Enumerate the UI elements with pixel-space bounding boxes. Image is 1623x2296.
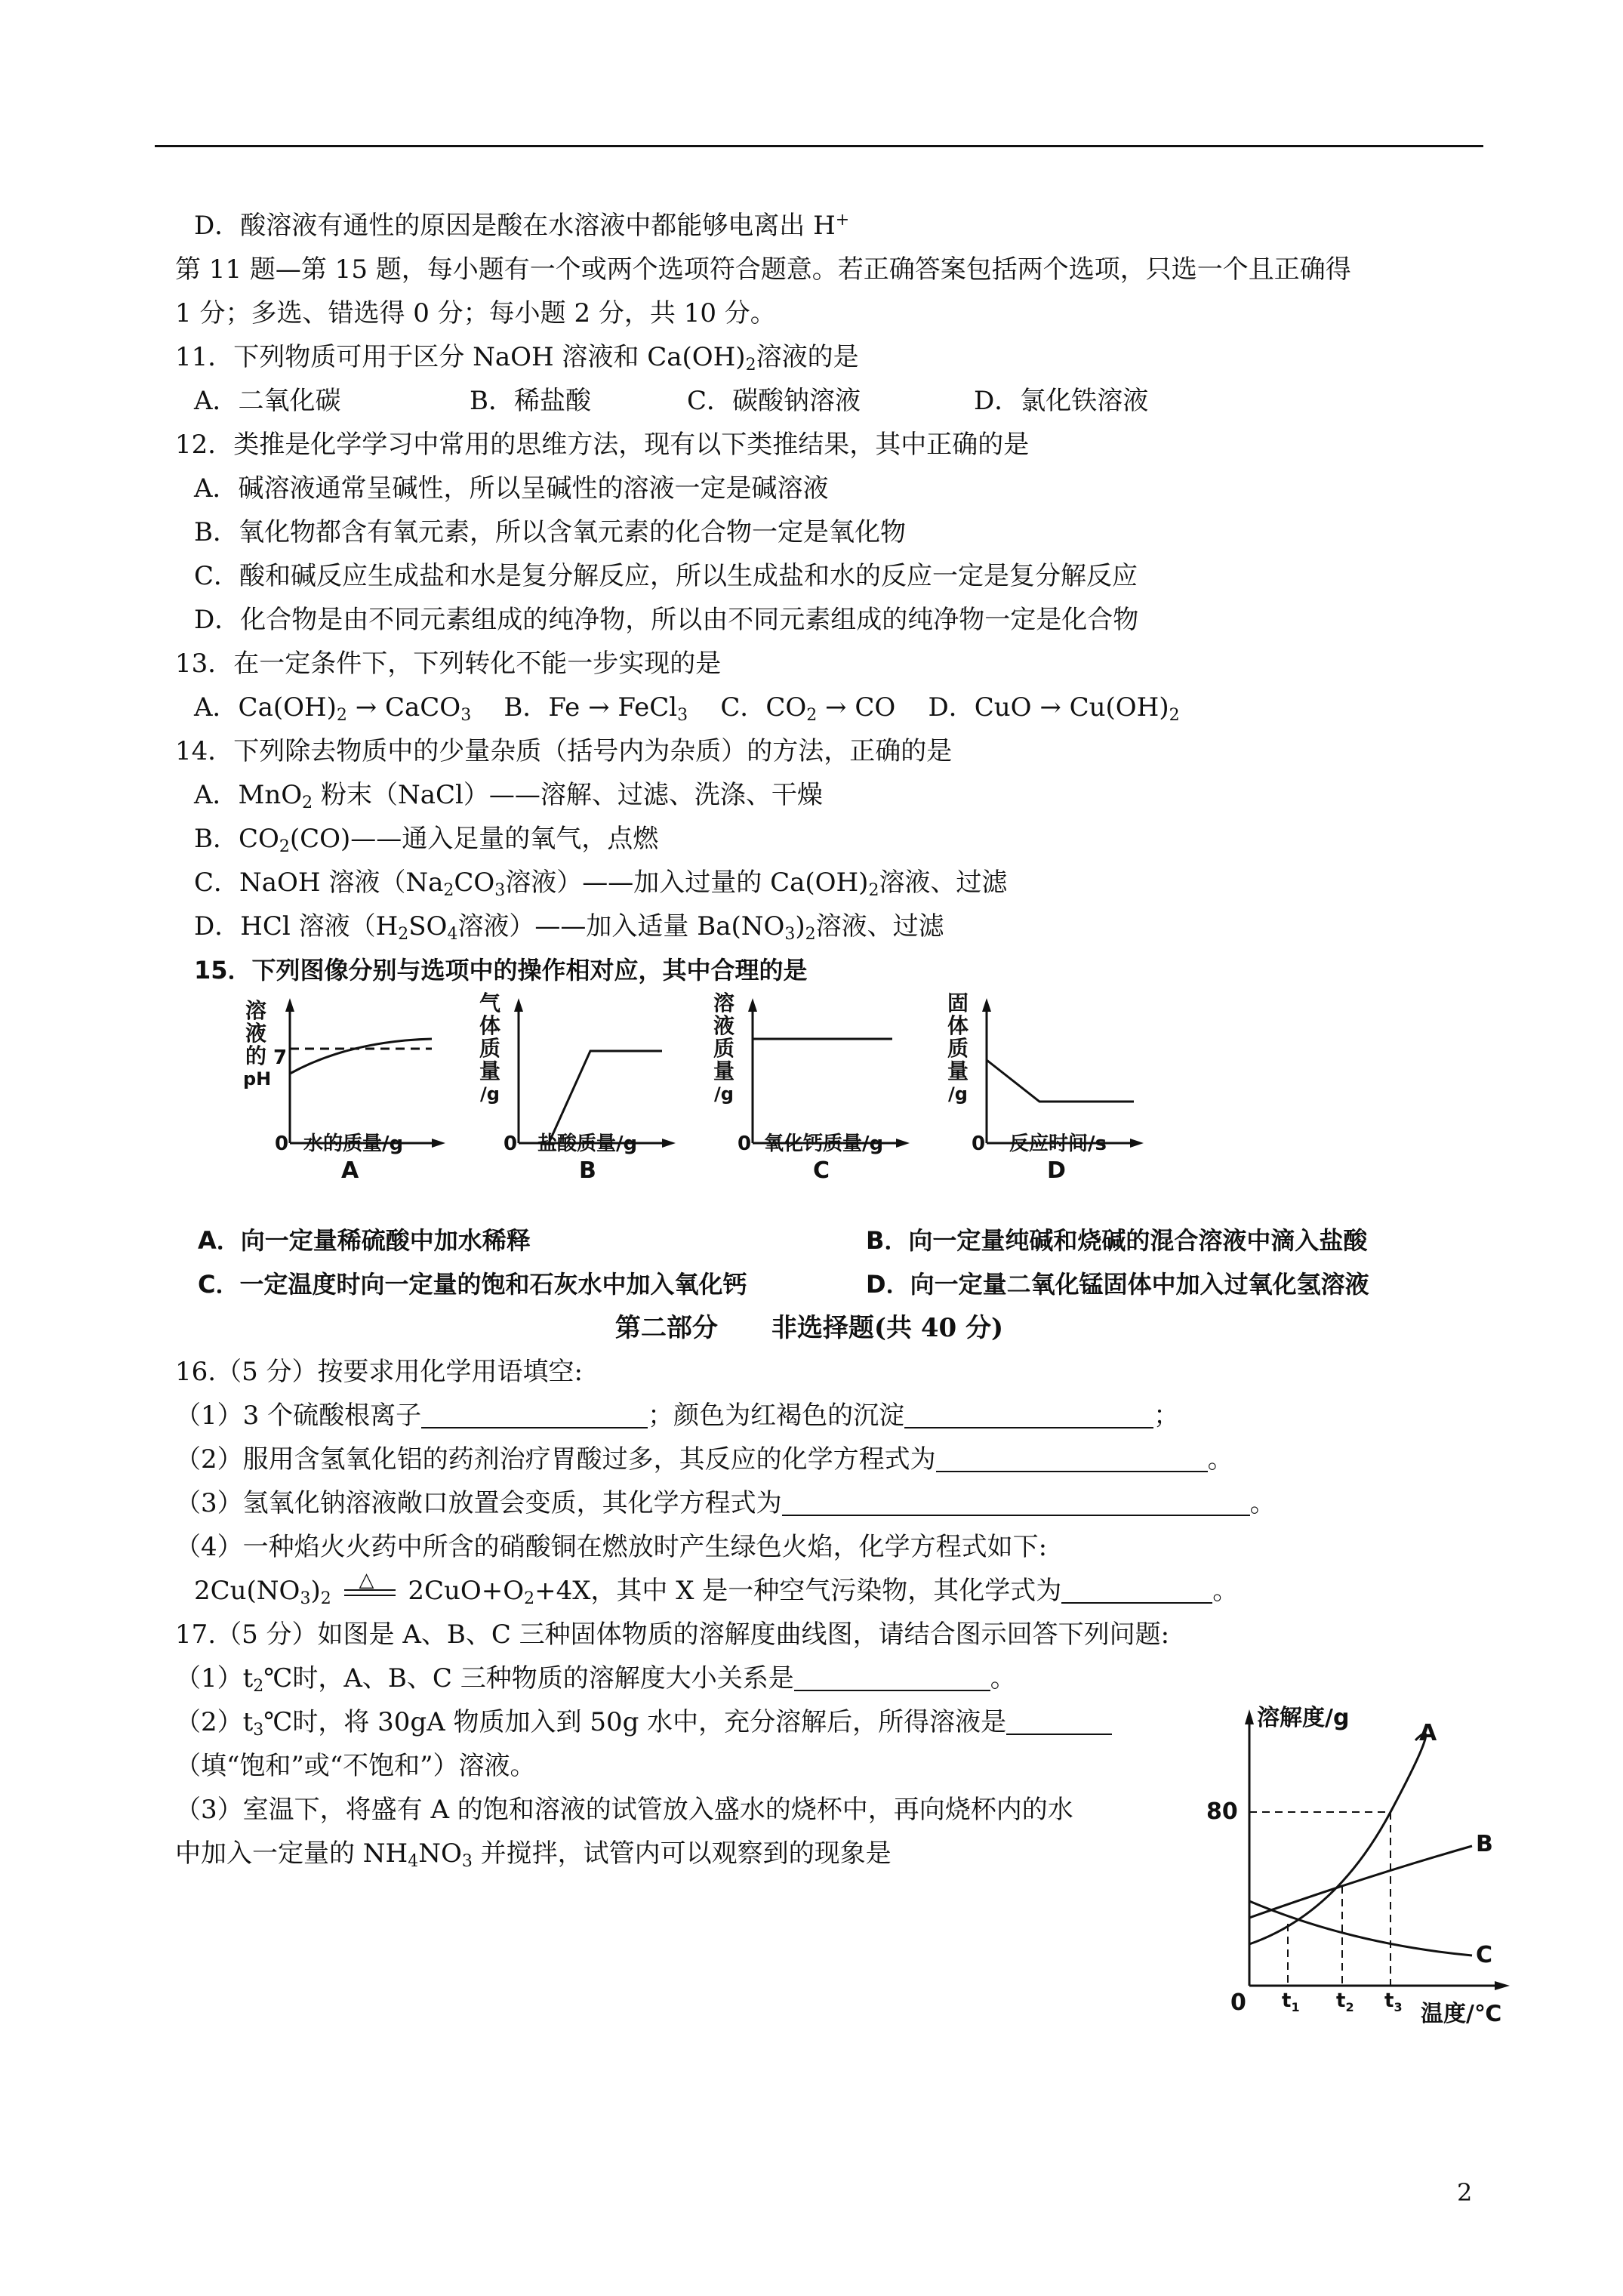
series-label-a: A xyxy=(1419,1720,1437,1746)
header-rule xyxy=(155,145,1483,147)
q16-equation: $2Cu(NO_3)_2$ △ $2CuO+O_2+4X$，其中 X 是一种空气污染物，其化学式为 。 xyxy=(175,1569,1489,1613)
chart-x-tick-t2: $t_2$ xyxy=(1336,1989,1354,2014)
q15-answers-row-2 xyxy=(175,1262,1489,1306)
q15-option-a: A．向一定量稀硫酸中加水稀释 xyxy=(198,1226,531,1255)
graph-c-zero: 0 xyxy=(738,1133,752,1155)
q12-option-b: B．氧化物都含有氧元素，所以含氧元素的化合物一定是氧化物 xyxy=(194,517,906,547)
q13-option-b: B．Fe → FeCl$_3$ xyxy=(504,692,688,725)
part2-heading: 第二部分 非选择题(共 40 分) xyxy=(614,1313,1004,1343)
chart-xlabel: 温度/℃ xyxy=(1421,2001,1502,2027)
q12-option-c: C．酸和碱反应生成盐和水是复分解反应，所以生成盐和水的反应一定是复分解反应 xyxy=(194,561,1138,591)
series-label-b: B xyxy=(1476,1831,1493,1857)
graph-b-letter: B xyxy=(579,1157,596,1184)
q15-stem: 15．下列图像分别与选项中的操作相对应，其中合理的是 xyxy=(194,956,808,985)
graph-d xyxy=(945,992,1149,1219)
exam-content xyxy=(175,204,1489,1875)
graph-c-letter: C xyxy=(813,1157,830,1184)
q13-options xyxy=(175,686,1489,729)
q12-option-a: A．碱溶液通常呈碱性，所以呈碱性的溶液一定是碱溶液 xyxy=(194,473,829,504)
instructions-line-1: 第 11 题—第 15 题，每小题有一个或两个选项符合题意。若正确答案包括两个选项，只选一个且正确得 xyxy=(175,254,1351,285)
q15-option-d: D．向一定量二氧化锰固体中加入过氧化氢溶液 xyxy=(866,1270,1369,1299)
q14-option-c: C．NaOH 溶液（$Na_2CO_3$溶液）——加入过量的 $Ca(OH)_2$溶液、过滤 xyxy=(194,868,1008,900)
q14-option-d: D．HCl 溶液（$H_2SO_4$溶液）——加入适量 $Ba(NO_3)_2$溶液、过滤 xyxy=(194,911,944,944)
q13-option-d: D．CuO → $Cu(OH)_2$ xyxy=(928,692,1180,725)
q14-option-a: A．MnO$_2$ 粉末（NaCl）——溶解、过滤、洗涤、干燥 xyxy=(194,780,823,812)
answer-blank[interactable] xyxy=(1061,1572,1212,1604)
q16-part-1: （1）3 个硫酸根离子 ；颜色为红褐色的沉淀 ； xyxy=(175,1394,1489,1438)
answer-blank[interactable] xyxy=(904,1397,1153,1428)
graph-d-zero: 0 xyxy=(972,1133,986,1155)
graph-b-xlabel: 盐酸质量/g xyxy=(537,1133,638,1155)
q16-part-3: （3）氢氧化钠溶液敞口放置会变质，其化学方程式为 。 xyxy=(175,1481,1489,1525)
q11-stem: 11．下列物质可用于区分 NaOH 溶液和 $Ca(OH)_2$溶液的是 xyxy=(175,342,859,374)
series-label-c: C xyxy=(1476,1942,1493,1968)
solubility-curve-figure xyxy=(1206,1699,1517,2027)
graph-a-zero: 0 xyxy=(275,1133,289,1155)
q13-stem: 13．在一定条件下，下列转化不能一步实现的是 xyxy=(175,649,722,679)
graph-b xyxy=(477,992,681,1219)
answer-blank[interactable] xyxy=(936,1441,1208,1472)
q10-option-d: D．酸溶液有通性的原因是酸在水溶液中都能够电离出 H+ xyxy=(194,211,850,241)
q12-stem: 12．类推是化学学习中常用的思维方法，现有以下类推结果，其中正确的是 xyxy=(175,430,1030,460)
heat-condition xyxy=(340,1569,400,1602)
delta-icon: △ xyxy=(359,1569,374,1592)
graph-c xyxy=(711,992,915,1219)
q17-part-2: $(2)t_3℃$时，将 30gA 物质加入到 50g 水中，充分溶解后，所得溶液是 xyxy=(175,1700,1489,1744)
chart-ylabel: 溶解度/g xyxy=(1257,1705,1350,1731)
q11-options xyxy=(175,379,1489,423)
graph-d-letter: D xyxy=(1047,1157,1066,1184)
q11-option-a: A．二氧化碳 xyxy=(194,386,341,416)
q12-option-d: D．化合物是由不同元素组成的纯净物，所以由不同元素组成的纯净物一定是化合物 xyxy=(194,605,1139,635)
graph-a-tick: 7 xyxy=(273,1046,288,1069)
curve-b xyxy=(1249,1846,1472,1918)
chart-x-tick-t1: $t_1$ xyxy=(1282,1989,1300,2014)
graph-b-ylabel: 气 体 质 量 /g xyxy=(479,991,500,1105)
chart-y-tick-80: 80 xyxy=(1206,1798,1238,1825)
q11-option-d: D．氯化铁溶液 xyxy=(974,386,1149,416)
graph-a-letter: A xyxy=(341,1157,359,1184)
graph-a-ylabel: 溶 液 的 pH xyxy=(243,998,272,1089)
q17-part-3: （3）室温下，将盛有 A 的饱和溶液的试管放入盛水的烧杯中，再向烧杯内的水 xyxy=(175,1795,1073,1825)
q17-part-3-cont: 中加入一定量的 $NH_4NO_3$ 并搅拌，试管内可以观察到的现象是 xyxy=(175,1838,892,1871)
q14-stem: 14．下列除去物质中的少量杂质（括号内为杂质）的方法，正确的是 xyxy=(175,736,953,766)
q15-answers-row-1 xyxy=(175,1219,1489,1262)
chart-x-tick-t3: $t_3$ xyxy=(1384,1989,1403,2014)
answer-blank[interactable] xyxy=(794,1660,990,1691)
graph-d-ylabel: 固 体 质 量 /g xyxy=(947,991,969,1105)
page-number: 2 xyxy=(1457,2178,1473,2207)
answer-blank[interactable] xyxy=(421,1397,648,1428)
q16-part-2: （2）服用含氢氧化铝的药剂治疗胃酸过多，其反应的化学方程式为 。 xyxy=(175,1438,1489,1481)
graph-c-xlabel: 氧化钙质量/g xyxy=(764,1133,884,1155)
q15-graphs xyxy=(175,992,1489,1219)
q13-option-c: C．$CO_2$ → CO xyxy=(720,692,896,725)
q17-part-1: $(1)t_2℃$时，A、B、C 三种物质的溶解度大小关系是 。 xyxy=(175,1657,1489,1700)
q16-stem: 16.（5 分）按要求用化学用语填空: xyxy=(175,1357,583,1387)
solubility-curve-plot xyxy=(1215,1699,1517,2016)
q16-part-4: （4）一种焰火火药中所含的硝酸铜在燃放时产生绿色火焰，化学方程式如下: xyxy=(175,1532,1048,1562)
q17-stem: 17.（5 分）如图是 A、B、C 三种固体物质的溶解度曲线图，请结合图示回答下列问题: xyxy=(175,1620,1170,1650)
answer-blank[interactable] xyxy=(782,1484,1250,1516)
graph-a-xlabel: 水的质量/g xyxy=(303,1133,404,1155)
instructions-line-2: 1 分；多选、错选得 0 分；每小题 2 分，共 10 分。 xyxy=(175,298,776,328)
chart-zero: 0 xyxy=(1230,1989,1246,2016)
graph-a xyxy=(243,992,447,1219)
answer-blank[interactable] xyxy=(1006,1703,1112,1735)
graph-c-ylabel: 溶 液 质 量 /g xyxy=(713,991,735,1105)
q13-option-a: A．$Ca(OH)_2$ → CaCO$_3$ xyxy=(194,692,472,725)
q11-option-b: B．稀盐酸 xyxy=(470,386,591,416)
q17-part-2-cont: （填“饱和”或“不饱和”）溶液。 xyxy=(175,1751,536,1781)
graph-b-zero: 0 xyxy=(504,1133,518,1155)
graph-d-xlabel: 反应时间/s xyxy=(1009,1133,1107,1155)
q11-option-c: C．碳酸钠溶液 xyxy=(687,386,861,416)
q15-option-b: B．向一定量纯碱和烧碱的混合溶液中滴入盐酸 xyxy=(866,1226,1368,1255)
q14-option-b: B．$CO_2(CO)——$通入足量的氧气，点燃 xyxy=(194,824,659,856)
q15-option-c: C．一定温度时向一定量的饱和石灰水中加入氧化钙 xyxy=(198,1270,747,1299)
